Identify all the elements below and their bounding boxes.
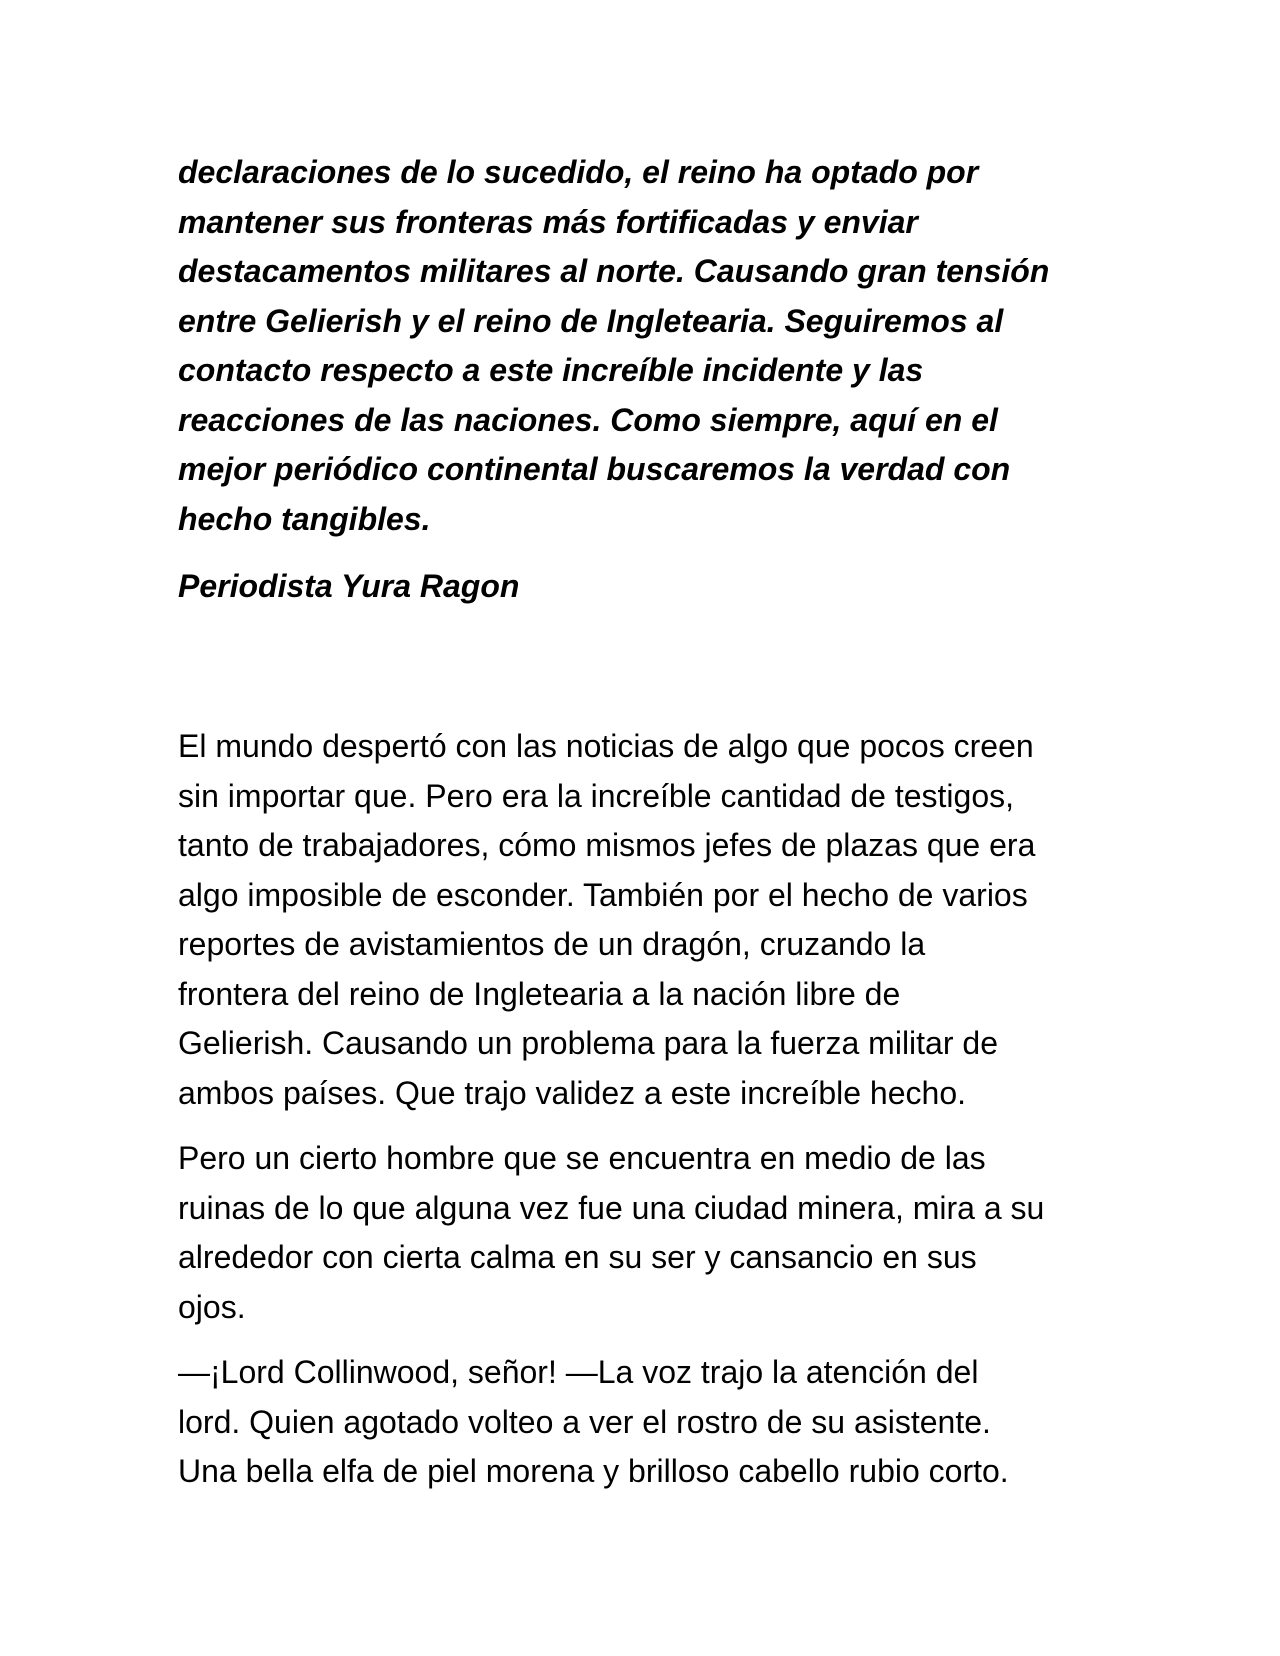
text-line: mantener sus fronteras más fortificadas y enviar — [178, 203, 918, 240]
text-line: reportes de avistamientos de un dragón, cruzando la — [178, 926, 926, 962]
text-line: Gelierish. Causando un problema para la fuerza militar de — [178, 1025, 998, 1061]
text-line: lord. Quien agotado volteo a ver el rostro de su asistente. — [178, 1403, 991, 1440]
text-line: hecho tangibles. — [178, 500, 431, 537]
text-line: Una bella elfa de piel morena y brilloso cabello rubio corto. — [178, 1453, 1009, 1489]
text-line: frontera del reino de Ingletearia a la nación libre de — [178, 975, 901, 1012]
text-line: tanto de trabajadores, cómo mismos jefes de plazas que era — [178, 827, 1036, 863]
article-closing-paragraph — [178, 148, 1108, 544]
paragraph-2 — [178, 1134, 1108, 1332]
text-line: algo imposible de esconder. También por el hecho de varios — [178, 876, 1028, 913]
byline-text: Periodista Yura Ragon — [178, 568, 520, 604]
text-line: —¡Lord Collinwood, señor! —La voz trajo la atención del — [178, 1354, 979, 1390]
text-line: Pero un cierto hombre que se encuentra en medio de las — [178, 1140, 986, 1176]
paragraph-3 — [178, 1348, 1108, 1497]
text-line: sin importar que. Pero era la increíble cantidad de testigos, — [178, 777, 1015, 814]
text-line: entre Gelierish y el reino de Ingletearia. Seguiremos al — [178, 302, 1004, 339]
paragraph-1 — [178, 722, 1108, 1118]
text-line: alrededor con cierta calma en su ser y cansancio en sus — [178, 1239, 977, 1275]
text-line: ruinas de lo que alguna vez fue una ciudad minera, mira a su — [178, 1189, 1045, 1226]
text-line: ambos países. Que trajo validez a este increíble hecho. — [178, 1074, 966, 1111]
text-line: El mundo despertó con las noticias de algo que pocos creen — [178, 728, 1034, 764]
article-byline — [178, 562, 1108, 612]
text-line: declaraciones de lo sucedido, el reino ha optado por — [178, 154, 979, 190]
text-line: mejor periódico continental buscaremos la verdad con — [178, 451, 1011, 487]
text-line: reacciones de las naciones. Como siempre, aquí en el — [178, 401, 998, 438]
text-line: ojos. — [178, 1288, 246, 1325]
text-line: destacamentos militares al norte. Causando gran tensión — [178, 253, 1050, 289]
text-line: contacto respecto a este increíble incidente y las — [178, 352, 924, 388]
